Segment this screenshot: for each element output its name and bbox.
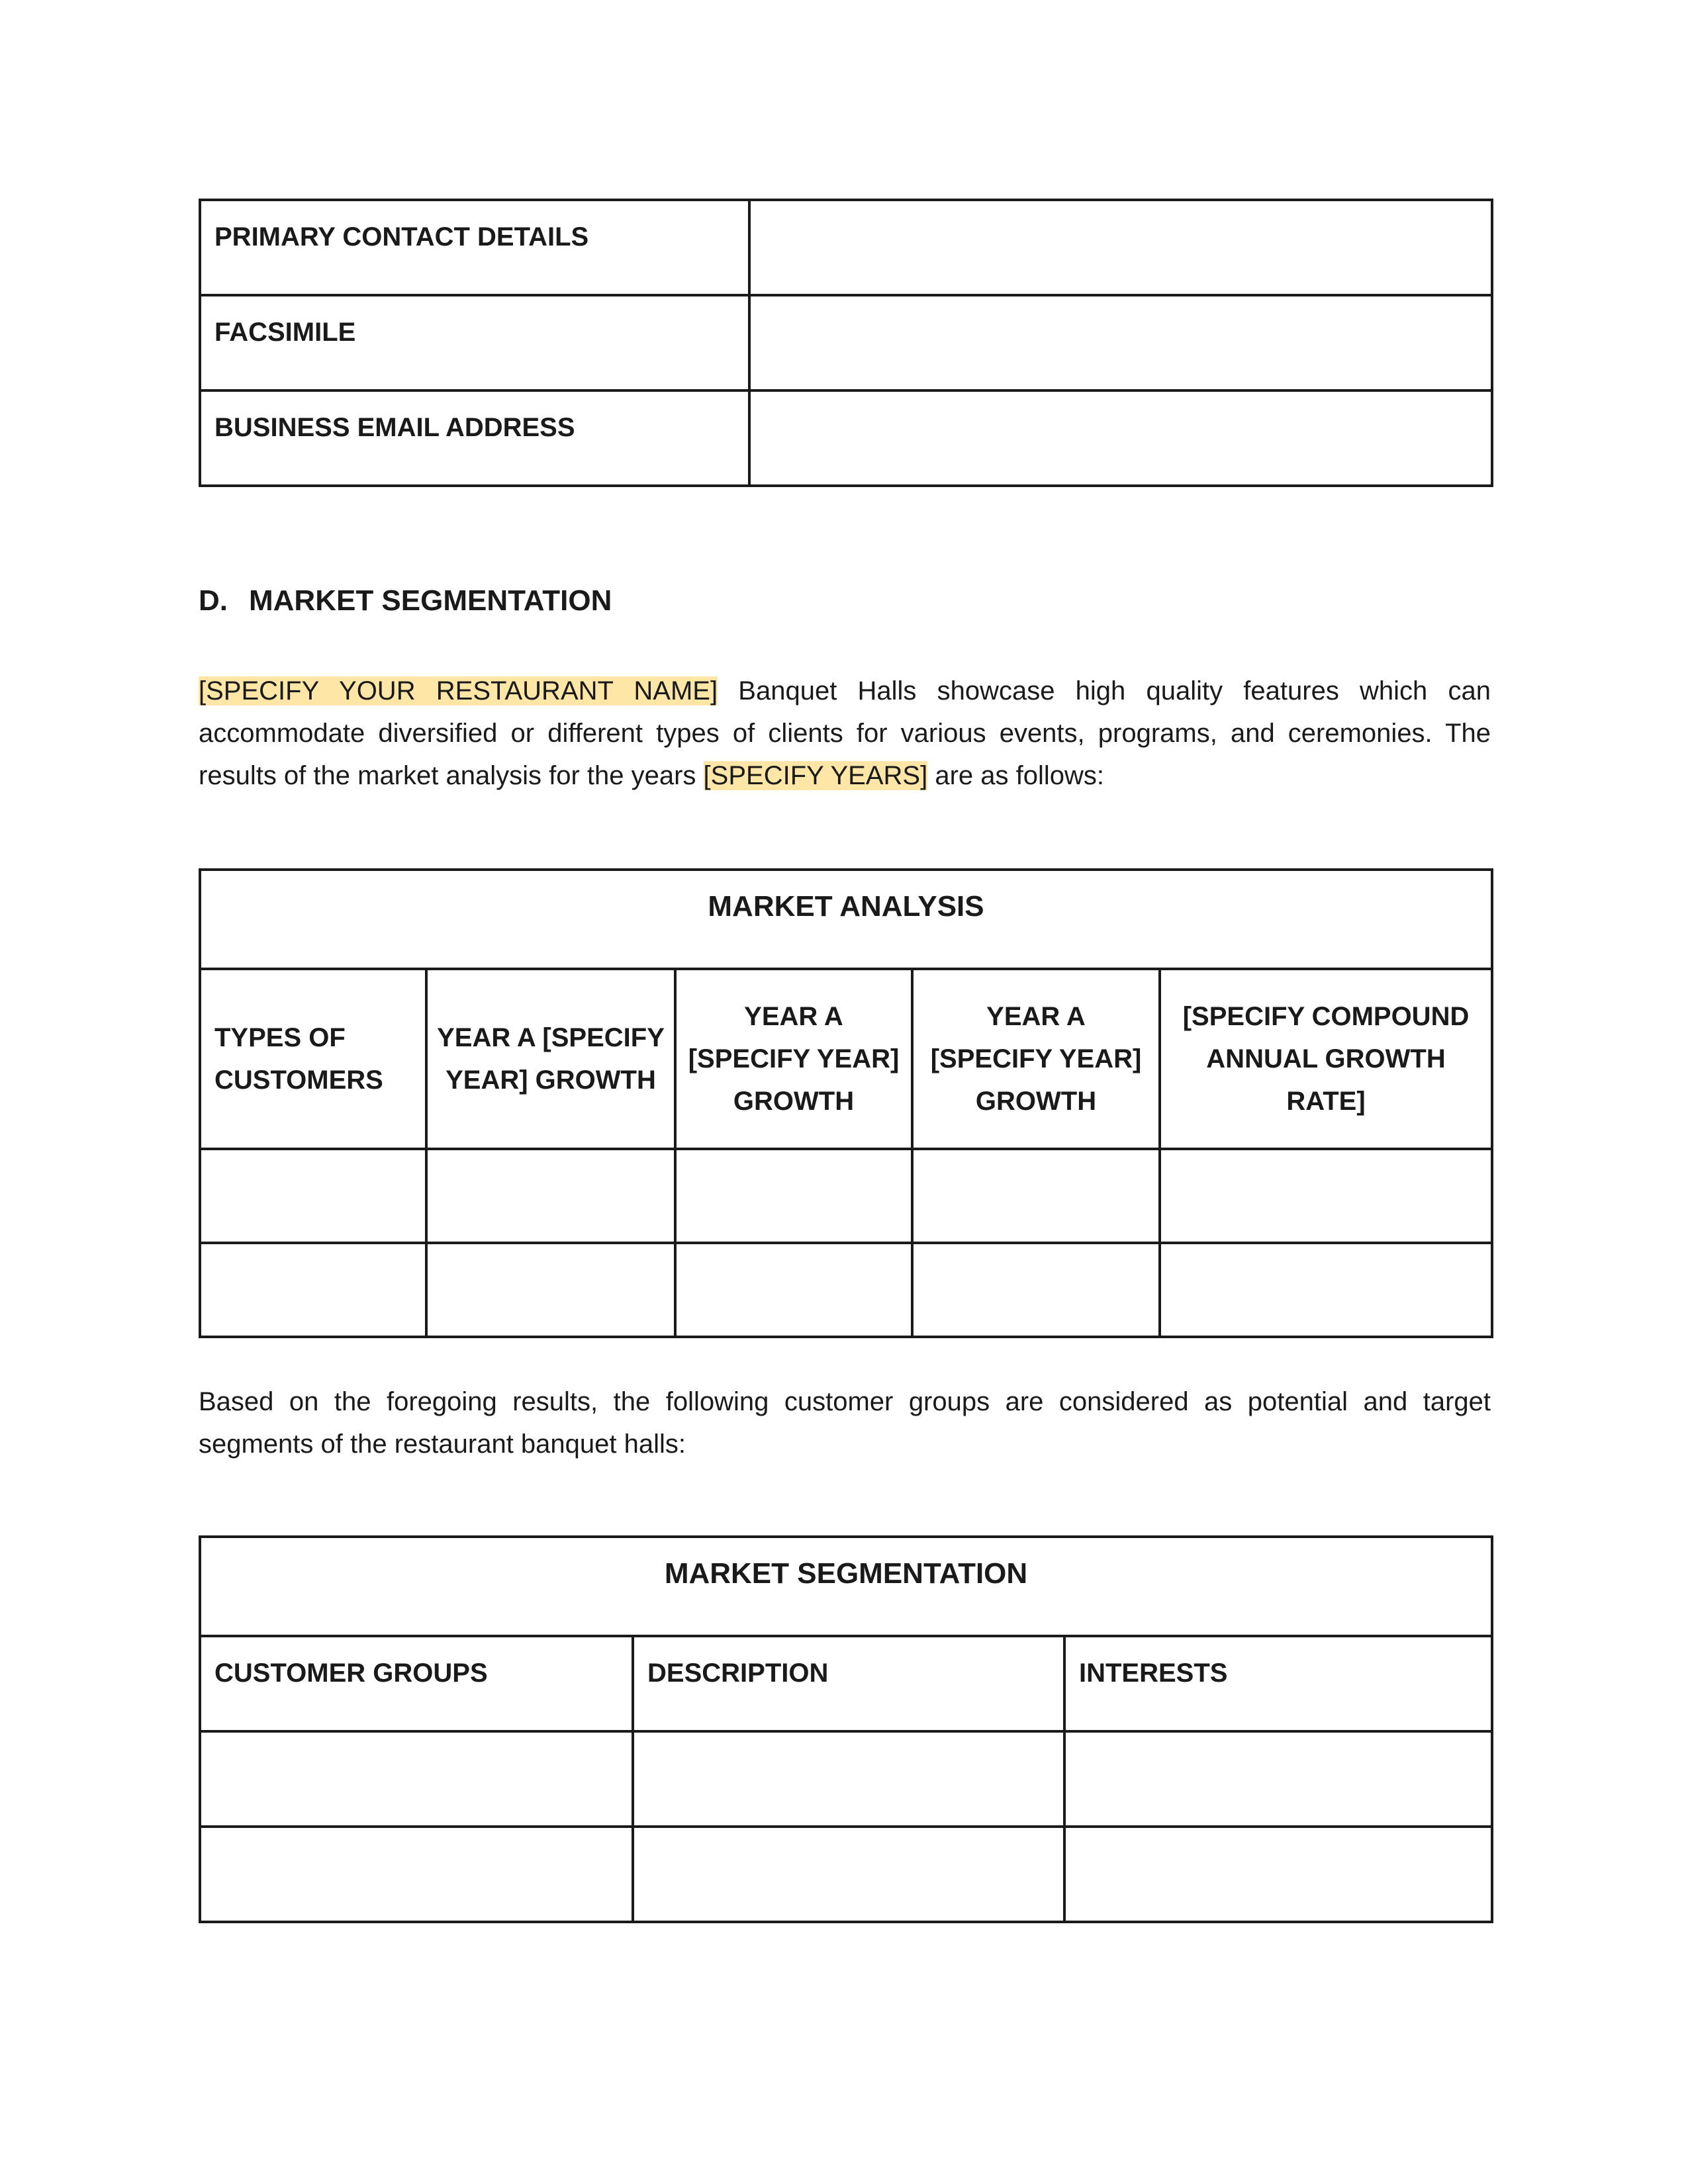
table-cell[interactable]	[912, 1243, 1160, 1337]
table-row	[200, 200, 1492, 295]
market-analysis-table	[199, 868, 1493, 1338]
table-cell[interactable]	[426, 1243, 675, 1337]
contact-label-email: BUSINESS EMAIL ADDRESS	[200, 390, 749, 486]
table-cell[interactable]	[200, 1731, 633, 1827]
column-header-cagr: [SPECIFY COMPOUND ANNUAL GROWTH RATE]	[1160, 969, 1492, 1149]
column-header-description: DESCRIPTION	[633, 1636, 1064, 1731]
contact-label-primary: PRIMARY CONTACT DETAILS	[200, 200, 749, 295]
table-cell[interactable]	[675, 1243, 912, 1337]
intro-paragraph	[199, 670, 1491, 797]
section-title: MARKET SEGMENTATION	[249, 584, 612, 617]
contact-label-facsimile: FACSIMILE	[200, 295, 749, 390]
table-row	[200, 295, 1492, 390]
table-cell[interactable]	[675, 1149, 912, 1243]
contact-value-facsimile[interactable]	[749, 295, 1492, 390]
market-segmentation-title: MARKET SEGMENTATION	[200, 1537, 1492, 1636]
contact-value-email[interactable]	[749, 390, 1492, 486]
table-cell[interactable]	[1064, 1827, 1492, 1922]
follow-paragraph: Based on the foregoing results, the following customer groups are considered as potential and target segments of the restaurant banquet halls:	[199, 1387, 1491, 1459]
contact-details-table	[199, 199, 1493, 487]
column-header-year-growth-1: YEAR A [SPECIFY YEAR] GROWTH	[426, 969, 675, 1149]
table-cell[interactable]	[200, 1149, 426, 1243]
placeholder-restaurant-name[interactable]: [SPECIFY YOUR RESTAURANT NAME]	[199, 676, 718, 705]
market-analysis-title: MARKET ANALYSIS	[200, 870, 1492, 969]
table-cell[interactable]	[1064, 1731, 1492, 1827]
section-letter: D.	[199, 584, 228, 617]
table-row	[200, 390, 1492, 486]
table-header-row	[200, 969, 1492, 1149]
column-header-types-of-customers: TYPES OF CUSTOMERS	[200, 969, 426, 1149]
table-cell[interactable]	[633, 1731, 1064, 1827]
table-row	[200, 1149, 1492, 1243]
table-header-row	[200, 1636, 1492, 1731]
table-row	[200, 1243, 1492, 1337]
table-cell[interactable]	[912, 1149, 1160, 1243]
table-cell[interactable]	[1160, 1243, 1492, 1337]
table-row	[200, 1731, 1492, 1827]
column-header-year-growth-3: YEAR A [SPECIFY YEAR] GROWTH	[912, 969, 1160, 1149]
market-segmentation-table	[199, 1535, 1493, 1923]
table-cell[interactable]	[1160, 1149, 1492, 1243]
contact-value-primary[interactable]	[749, 200, 1492, 295]
table-title-row	[200, 1537, 1492, 1636]
table-title-row	[200, 870, 1492, 969]
placeholder-years[interactable]: [SPECIFY YEARS]	[703, 761, 928, 790]
section-heading	[199, 581, 612, 621]
table-row	[200, 1827, 1492, 1922]
column-header-interests: INTERESTS	[1064, 1636, 1492, 1731]
intro-text-1: Banquet Halls showcase high quality features which can accommodate diversified or different types of clients for various events, programs, and ceremonies. The results of the market analysis for the years	[199, 676, 1491, 790]
table-cell[interactable]	[633, 1827, 1064, 1922]
table-cell[interactable]	[426, 1149, 675, 1243]
table-cell[interactable]	[200, 1827, 633, 1922]
intro-text-2: are as follows:	[927, 761, 1104, 790]
table-cell[interactable]	[200, 1243, 426, 1337]
column-header-year-growth-2: YEAR A [SPECIFY YEAR] GROWTH	[675, 969, 912, 1149]
column-header-customer-groups: CUSTOMER GROUPS	[200, 1636, 633, 1731]
